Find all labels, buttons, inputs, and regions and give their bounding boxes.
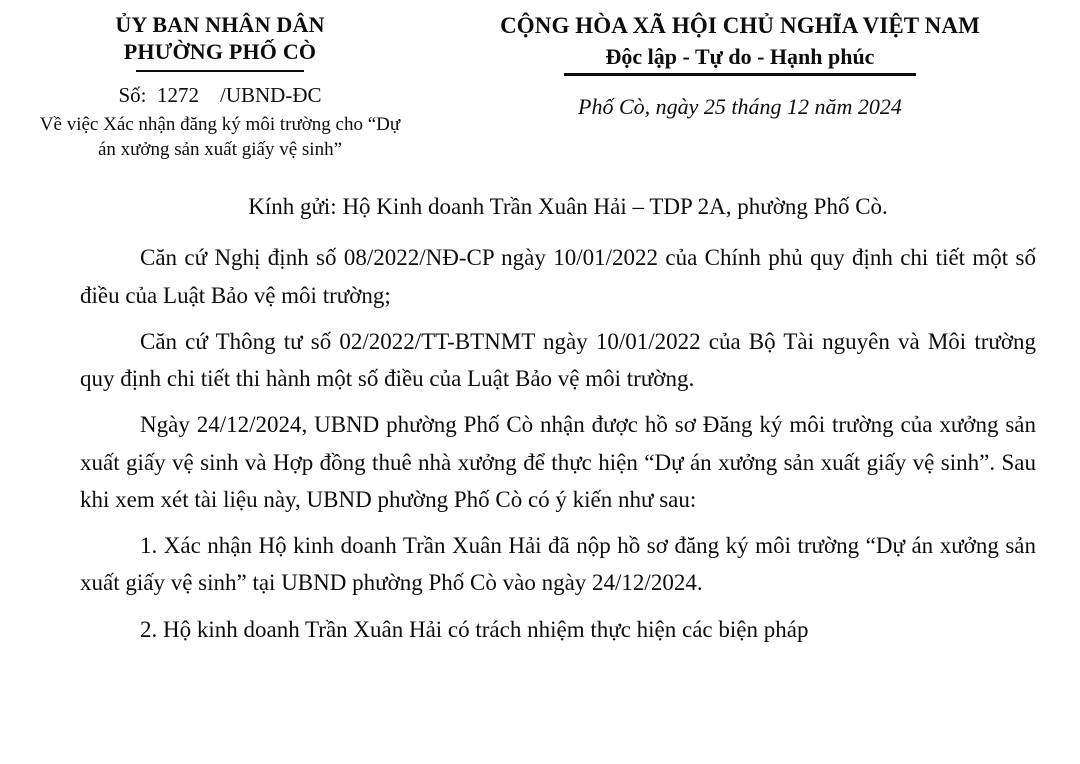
issuing-authority-block [20, 10, 420, 162]
document-number: Số: 1272 /UBND-ĐC [118, 83, 322, 108]
agency-name-line1: ỦY BAN NHÂN DÂN [115, 12, 325, 37]
paragraph-item-1-confirmation: 1. Xác nhận Hộ kinh doanh Trần Xuân Hải đã nộp hồ sơ đăng ký môi trường “Dự án xưởng sản xuất giấy vệ sinh” tại UBND phường Phố Cò vào ngày 24/12/2024. [80, 533, 1036, 596]
agency-name-line2: PHƯỜNG PHỐ CÒ [123, 38, 317, 64]
recipient-line: Kính gửi: Hộ Kinh doanh Trần Xuân Hải – TDP 2A, phường Phố Cò. [248, 194, 888, 220]
national-motto-wrap [420, 40, 1060, 71]
place-and-date: Phố Cò, ngày 25 tháng 12 năm 2024 [578, 93, 902, 119]
paragraph-item-2-clipped: 2. Hộ kinh doanh Trần Xuân Hải có trách nhiệm thực hiện các biện pháp [140, 616, 809, 642]
national-motto: Độc lập - Tự do - Hạnh phúc [605, 43, 875, 69]
paragraph-dossier-received: Ngày 24/12/2024, UBND phường Phố Cò nhận được hồ sơ Đăng ký môi trường của xưởng sản xuất giấy vệ sinh và Hợp đồng thuê nhà xưởng để thực hiện “Dự án xưởng sản xuất giấy vệ sinh”. Sau khi xem xét tài liệu này, UBND phường Phố Cò có ý kiến như sau: [80, 412, 1036, 512]
document-body [80, 162, 1036, 642]
national-heading-block [420, 10, 1060, 121]
paragraph-legal-basis-circular: Căn cứ Thông tư số 02/2022/TT-BTNMT ngày 10/01/2022 của Bộ Tài nguyên và Môi trường quy định chi tiết thi hành một số điều của Luật Bảo vệ môi trường. [80, 328, 1036, 392]
national-motto-underline [564, 73, 916, 76]
paragraph-legal-basis-decree: Căn cứ Nghị định số 08/2022/NĐ-CP ngày 10/01/2022 của Chính phủ quy định chi tiết một số điều của Luật Bảo vệ môi trường; [80, 245, 1036, 308]
document-subject: Về việc Xác nhận đăng ký môi trường cho “Dự án xưởng sản xuất giấy vệ sinh” [39, 114, 401, 160]
document-header [0, 0, 1080, 162]
agency-name-underline [136, 70, 304, 73]
national-name: CỘNG HÒA XÃ HỘI CHỦ NGHĨA VIỆT NAM [500, 13, 980, 38]
